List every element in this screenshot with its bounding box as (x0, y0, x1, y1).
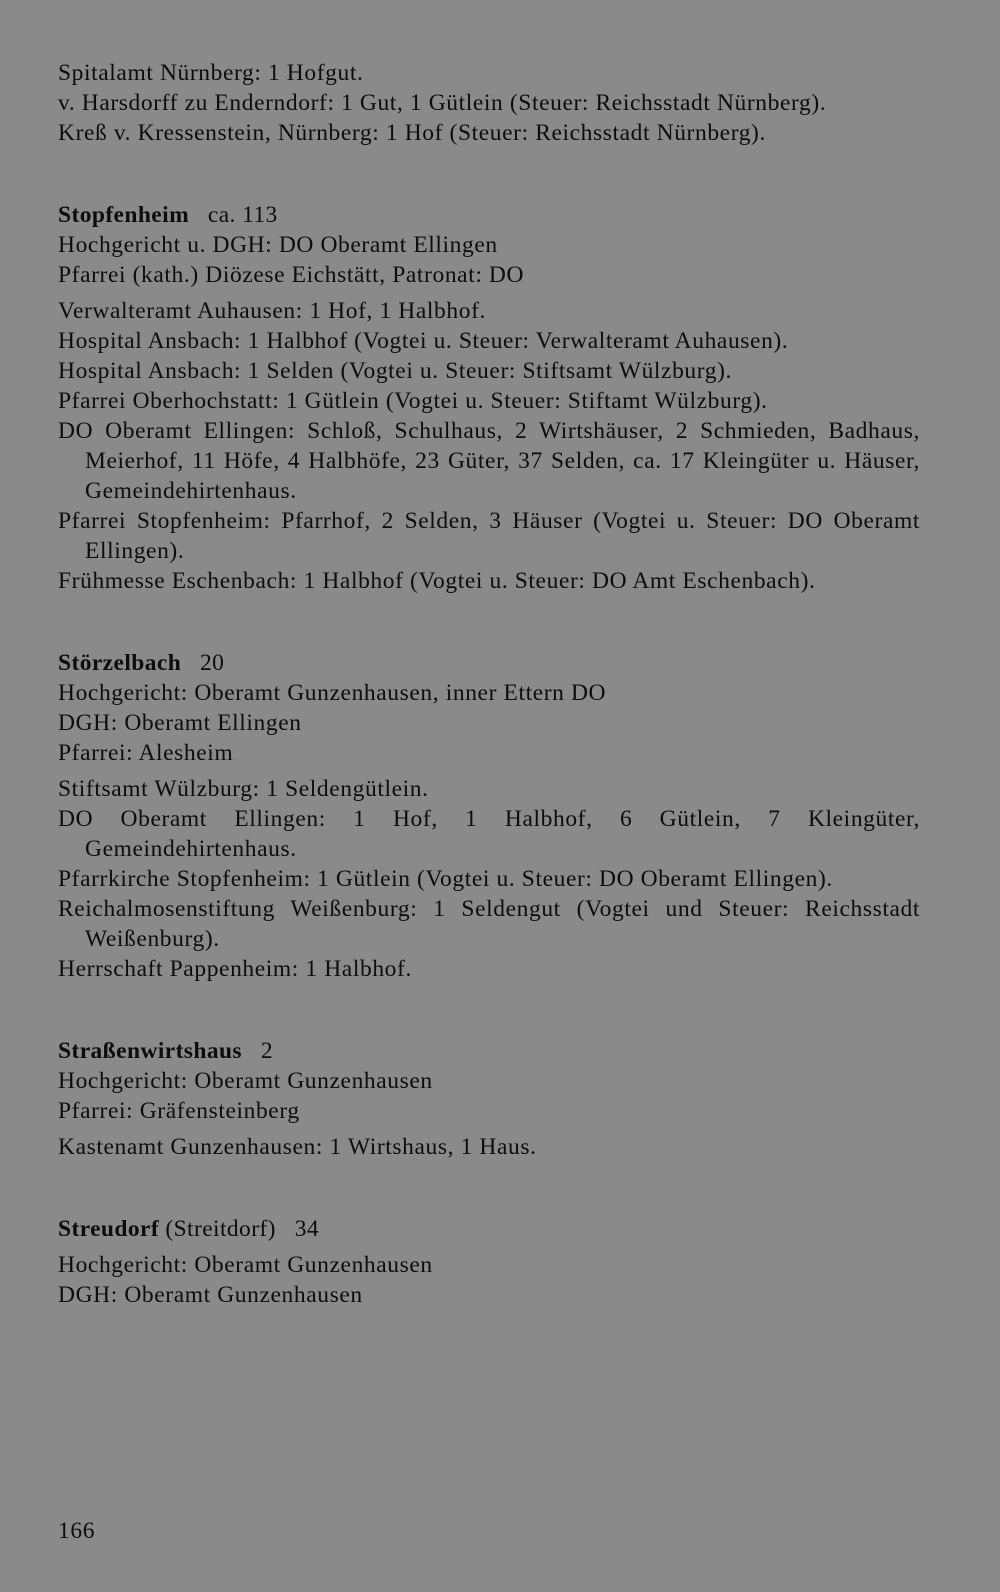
list-item: Kastenamt Gunzenhausen: 1 Wirtshaus, 1 Haus. (58, 1134, 537, 1160)
list-item: Verwalteramt Auhausen: 1 Hof, 1 Halbhof. (58, 298, 486, 324)
list-item: Stiftsamt Wülzburg: 1 Seldengütlein. (58, 776, 429, 802)
list-item: Spitalamt Nürnberg: 1 Hofgut. (58, 60, 364, 86)
intro-entries (58, 58, 920, 148)
list-item: DO Oberamt Ellingen: 1 Hof, 1 Halbhof, 6 Gütlein, 7 Kleingüter, Gemeindehirtenhaus. (58, 806, 920, 862)
jurisdiction-line: Hochgericht: Oberamt Gunzenhausen, inner Ettern DO (58, 680, 607, 706)
section-heading (58, 648, 920, 678)
jurisdiction-line: Hochgericht: Oberamt Gunzenhausen (58, 1068, 433, 1094)
section-heading (58, 1214, 920, 1244)
list-item: Pfarrei Stopfenheim: Pfarrhof, 2 Selden, 3 Häuser (Vogtei u. Steuer: DO Oberamt Ellingen). (58, 508, 920, 564)
list-item: Hospital Ansbach: 1 Selden (Vogtei u. Steuer: Stiftsamt Wülzburg). (58, 358, 733, 384)
place-name: Störzelbach (58, 650, 182, 676)
list-item: Kreß v. Kressenstein, Nürnberg: 1 Hof (Steuer: Reichsstadt Nürnberg). (58, 120, 766, 146)
jurisdiction-line: DGH: Oberamt Ellingen (58, 710, 302, 736)
list-item: Pfarrei Oberhochstatt: 1 Gütlein (Vogtei u. Steuer: Stiftamt Wülzburg). (58, 388, 768, 414)
list-item: Hospital Ansbach: 1 Halbhof (Vogtei u. Steuer: Verwalteramt Auhausen). (58, 328, 789, 354)
page-content (58, 58, 920, 1310)
jurisdiction-line: Pfarrei: Gräfensteinberg (58, 1098, 300, 1124)
place-name: Stopfenheim (58, 202, 190, 228)
section-strassenwirtshaus (58, 1036, 920, 1162)
section-stoerzelbach (58, 648, 920, 984)
section-heading (58, 1036, 920, 1066)
place-name: Straßenwirtshaus (58, 1038, 242, 1064)
page-number: 166 (58, 1518, 96, 1544)
section-streudorf (58, 1214, 920, 1310)
jurisdiction-line: Hochgericht u. DGH: DO Oberamt Ellingen (58, 232, 498, 258)
list-item: Reichalmosenstiftung Weißenburg: 1 Seldengut (Vogtei und Steuer: Reichsstadt Weißenburg). (58, 896, 920, 952)
place-count: ca. 113 (207, 202, 278, 228)
jurisdiction-line: DGH: Oberamt Gunzenhausen (58, 1282, 363, 1308)
place-count: 2 (260, 1038, 273, 1064)
jurisdiction-line: Pfarrei: Alesheim (58, 740, 234, 766)
list-item: v. Harsdorff zu Enderndorf: 1 Gut, 1 Gütlein (Steuer: Reichsstadt Nürnberg). (58, 90, 827, 116)
section-heading (58, 200, 920, 230)
list-item: DO Oberamt Ellingen: Schloß, Schulhaus, 2 Wirtshäuser, 2 Schmieden, Badhaus, Meierhof, 11 Höfe, 4 Halbhöfe, 23 Güter, 37 Selden, ca. 17 Kleingüter u. Häuser, Gemeindehirtenhaus. (58, 418, 920, 504)
place-name: Streudorf (58, 1216, 160, 1242)
jurisdiction-line: Hochgericht: Oberamt Gunzenhausen (58, 1252, 433, 1278)
list-item: Pfarrkirche Stopfenheim: 1 Gütlein (Vogtei u. Steuer: DO Oberamt Ellingen). (58, 866, 833, 892)
list-item: Frühmesse Eschenbach: 1 Halbhof (Vogtei u. Steuer: DO Amt Eschenbach). (58, 568, 816, 594)
place-count: 20 (200, 650, 225, 676)
jurisdiction-line: Pfarrei (kath.) Diözese Eichstätt, Patronat: DO (58, 262, 525, 288)
place-count: 34 (294, 1216, 320, 1242)
place-alt-name: (Streitdorf) (165, 1216, 276, 1242)
section-stopfenheim (58, 200, 920, 596)
list-item: Herrschaft Pappenheim: 1 Halbhof. (58, 956, 412, 982)
